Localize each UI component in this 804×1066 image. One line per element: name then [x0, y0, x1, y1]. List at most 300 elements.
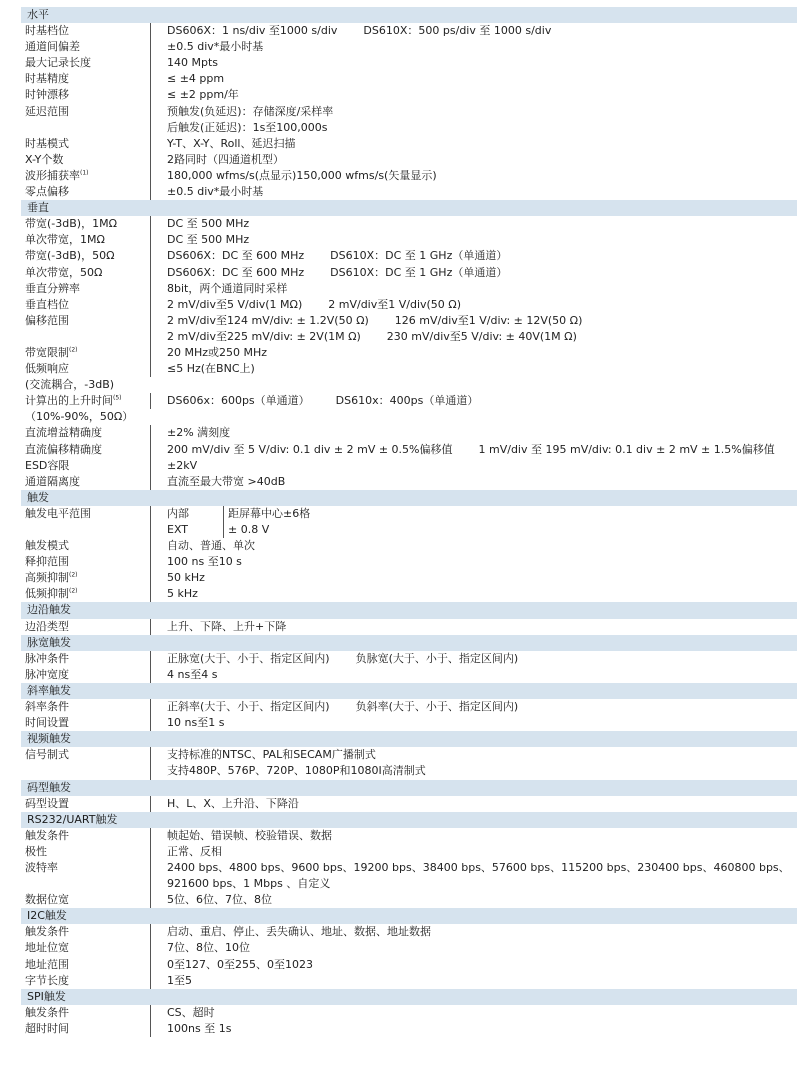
spec-label-text: 触发电平范围: [25, 506, 91, 520]
spec-value: [150, 1005, 797, 1021]
spec-row: [21, 39, 797, 55]
value-part: 921600 bps、1 Mbps 、自定义: [167, 877, 331, 891]
sub-row: [167, 506, 797, 522]
value-part: Y-T、X-Y、Roll、延迟扫描: [167, 136, 296, 150]
value-line: [167, 184, 797, 200]
spec-label-text: X-Y个数: [25, 152, 64, 166]
spec-label: [21, 844, 150, 860]
value-part: 10 ns至1 s: [167, 716, 225, 730]
spec-value: [150, 442, 797, 458]
spec-label-text: 触发条件: [25, 828, 69, 842]
spec-row: [21, 538, 797, 554]
value-part-secondary: 负脉宽(大于、小于、指定区间内): [355, 651, 519, 665]
value-line: [167, 120, 797, 136]
spec-value: [150, 973, 797, 989]
value-part: CS、超时: [167, 1005, 215, 1019]
value-part: 1至5: [167, 973, 192, 987]
spec-label: [21, 957, 150, 973]
spec-row: [21, 265, 797, 281]
value-line: [167, 667, 797, 683]
spec-label: [21, 216, 150, 232]
value-part-secondary: DS610X：DC 至 1 GHz（单通道）: [330, 265, 508, 279]
spec-label-text: 极性: [25, 844, 47, 858]
footnote-marker: (1): [80, 169, 89, 177]
value-line: [167, 876, 797, 892]
value-line: [167, 168, 797, 184]
spec-value: [150, 506, 797, 538]
spec-row: [21, 973, 797, 989]
spec-row: [21, 216, 797, 232]
value-line: [167, 345, 797, 361]
spec-value: [150, 586, 797, 602]
section-header: I2C触发: [21, 908, 797, 924]
spec-label-text: 波形捕获率: [25, 168, 80, 182]
spec-label-text: 波特率: [25, 860, 58, 874]
spec-label-text: 时基精度: [25, 72, 69, 86]
value-line: [167, 860, 797, 876]
spec-row: [21, 747, 797, 779]
spec-table: [21, 7, 797, 1037]
spec-value: [150, 570, 797, 586]
spec-value: [150, 425, 797, 441]
spec-label-text: 时间设置: [25, 716, 69, 730]
value-part: 7位、8位、10位: [167, 941, 250, 955]
section-header: 边沿触发: [21, 602, 797, 618]
value-line: [167, 104, 797, 120]
spec-label: [21, 715, 150, 731]
section-header: 斜率触发: [21, 683, 797, 699]
spec-label: [21, 924, 150, 940]
spec-row: [21, 152, 797, 168]
value-line: [167, 152, 797, 168]
spec-label: [21, 184, 150, 200]
spec-label-text: 带宽(-3dB)，50Ω: [25, 249, 115, 263]
value-line: [167, 924, 797, 940]
value-part-secondary: DS610X：500 ps/div 至 1000 s/div: [363, 24, 552, 38]
spec-label-text: 直流增益精确度: [25, 426, 102, 440]
spec-label: [21, 1005, 150, 1021]
value-line: [167, 619, 797, 635]
footnote-marker: (2): [69, 587, 78, 595]
spec-label-text: 单次带宽，1MΩ: [25, 233, 105, 247]
value-line: [167, 747, 797, 763]
value-part: 5位、6位、7位、8位: [167, 893, 272, 907]
spec-value: [150, 844, 797, 860]
value-part: 8bit，两个通道同时采样: [167, 281, 288, 295]
value-line: [167, 554, 797, 570]
spec-row: [21, 136, 797, 152]
value-part: ±2kV: [167, 458, 198, 472]
footnote-marker: (2): [69, 571, 78, 579]
spec-label: [21, 973, 150, 989]
spec-row: [21, 409, 797, 425]
spec-label: [21, 699, 150, 715]
value-line: [167, 393, 797, 409]
spec-value: [150, 860, 797, 892]
spec-label-text: 边沿类型: [25, 619, 69, 633]
spec-label: [21, 265, 150, 281]
value-line: [167, 763, 797, 779]
spec-label-text: 垂直分辨率: [25, 281, 80, 295]
spec-value: [150, 924, 797, 940]
spec-row: [21, 248, 797, 264]
spec-row: [21, 940, 797, 956]
value-part: ≤5 Hz(在BNC上): [167, 362, 255, 376]
spec-row: [21, 554, 797, 570]
spec-label: [21, 55, 150, 71]
spec-row: [21, 232, 797, 248]
spec-value: [150, 747, 797, 779]
value-line: [167, 55, 797, 71]
spec-value: [150, 940, 797, 956]
spec-value: [150, 87, 797, 103]
spec-label: [21, 538, 150, 554]
value-part: 2400 bps、4800 bps、9600 bps、19200 bps、38400 bps、57600 bps、115200 bps、230400 bps、460800 bps、: [167, 860, 790, 874]
value-line: [167, 828, 797, 844]
spec-label-text: 时钟漂移: [25, 88, 69, 102]
value-part: 200 mV/div 至 5 V/div: 0.1 div ± 2 mV ± 0.5%偏移值: [167, 442, 453, 456]
value-part: 0至127、0至255、0至1023: [167, 957, 313, 971]
section-header: SPI触发: [21, 989, 797, 1005]
spec-label: [21, 87, 150, 103]
spec-value: [150, 39, 797, 55]
spec-value: [150, 184, 797, 200]
spec-label: [21, 828, 150, 844]
section-header: 脉宽触发: [21, 635, 797, 651]
value-line: [167, 586, 797, 602]
spec-label-text: 低频抑制: [25, 587, 69, 601]
spec-label: [21, 860, 150, 876]
spec-label-text: 低频响应: [25, 362, 69, 376]
spec-row: [21, 458, 797, 474]
value-part: 后触发(正延迟)：1s至100,000s: [167, 120, 328, 134]
spec-row: [21, 957, 797, 973]
value-line: [167, 71, 797, 87]
spec-row: [21, 71, 797, 87]
spec-label: [21, 747, 150, 763]
section-header: 触发: [21, 490, 797, 506]
spec-label-text: 计算出的上升时间: [25, 394, 113, 408]
value-part: ±2% 满刻度: [167, 426, 231, 440]
spec-label: [21, 554, 150, 570]
spec-label: [21, 23, 150, 39]
spec-label-text: 带宽限制: [25, 345, 69, 359]
spec-label: [21, 39, 150, 55]
spec-value: [150, 232, 797, 248]
spec-row: [21, 297, 797, 313]
spec-label-text: 最大记录长度: [25, 56, 91, 70]
section-header: 水平: [21, 7, 797, 23]
spec-label-text: 信号制式: [25, 748, 69, 762]
value-line: [167, 442, 797, 458]
spec-row: [21, 425, 797, 441]
spec-row: [21, 313, 797, 345]
spec-row: [21, 667, 797, 683]
spec-label-text: 通道隔离度: [25, 474, 80, 488]
value-part: H、L、X、上升沿、下降沿: [167, 796, 299, 810]
value-part: 支持480P、576P、720P、1080P和1080I高清制式: [167, 764, 426, 778]
value-part: ±0.5 div*最小时基: [167, 185, 264, 199]
value-part: 启动、重启、停止、丢失确认、地址、数据、地址数据: [167, 925, 431, 939]
spec-label: [21, 425, 150, 441]
spec-row: [21, 844, 797, 860]
value-part: 5 kHz: [167, 587, 198, 601]
spec-row: [21, 570, 797, 586]
spec-row: [21, 892, 797, 908]
value-part: 帧起始、错误帧、校验错误、数据: [167, 828, 332, 842]
value-line: [167, 265, 797, 281]
value-part: 2 mV/div至225 mV/div: ± 2V(1M Ω): [167, 329, 361, 343]
value-part: ±0.5 div*最小时基: [167, 40, 264, 54]
value-part: DS606X：1 ns/div 至1000 s/div: [167, 24, 338, 38]
value-line: [167, 425, 797, 441]
spec-value: [150, 265, 797, 281]
value-part: 50 kHz: [167, 571, 205, 585]
sub-value: ± 0.8 V: [228, 523, 270, 536]
value-line: [167, 361, 797, 377]
spec-value: [150, 152, 797, 168]
spec-row: [21, 619, 797, 635]
value-part-secondary: 2 mV/div至1 V/div(50 Ω): [328, 297, 461, 311]
value-line: [167, 892, 797, 908]
spec-row: [21, 345, 797, 361]
spec-row: [21, 184, 797, 200]
value-line: [167, 232, 797, 248]
value-part: 正脉宽(大于、小于、指定区间内): [167, 651, 330, 665]
value-line: [167, 39, 797, 55]
value-part: DS606X：DC 至 600 MHz: [167, 249, 305, 263]
spec-value: [150, 458, 797, 474]
value-part: ≤ ±2 ppm/年: [167, 88, 239, 102]
spec-label-text: (交流耦合，-3dB): [25, 378, 115, 392]
spec-value: [150, 55, 797, 71]
spec-label: [21, 667, 150, 683]
spec-row: [21, 55, 797, 71]
spec-value: [150, 168, 797, 184]
spec-label: [21, 136, 150, 152]
spec-value: [150, 71, 797, 87]
value-line: [167, 329, 797, 345]
spec-value: [150, 361, 797, 377]
spec-label: [21, 586, 150, 602]
spec-row: [21, 1005, 797, 1021]
value-part: 2路同时（四通道机型）: [167, 152, 284, 166]
value-part: 20 MHz或250 MHz: [167, 345, 268, 359]
spec-label: [21, 152, 150, 168]
spec-row: [21, 23, 797, 39]
spec-label: [21, 313, 150, 329]
value-part: 180,000 wfms/s(点显示)150,000 wfms/s(矢量显示): [167, 168, 437, 182]
spec-value: [150, 699, 797, 715]
value-line: [167, 297, 797, 313]
spec-row: [21, 715, 797, 731]
spec-label-text: 超时时间: [25, 1021, 69, 1035]
spec-label: [21, 1021, 150, 1037]
spec-row: [21, 474, 797, 490]
spec-value: [150, 216, 797, 232]
spec-label-text: 脉冲条件: [25, 651, 69, 665]
spec-value: [150, 297, 797, 313]
spec-value: [150, 715, 797, 731]
value-part: 140 Mpts: [167, 56, 219, 70]
value-part-secondary: 126 mV/div至1 V/div: ± 12V(50 Ω): [394, 313, 583, 327]
value-part-secondary: 1 mV/div 至 195 mV/div: 0.1 div ± 2 mV ± 1.5%偏移值: [478, 442, 775, 456]
spec-row: [21, 651, 797, 667]
spec-label: [21, 619, 150, 635]
section-header: RS232/UART触发: [21, 812, 797, 828]
value-part: DC 至 500 MHz: [167, 217, 250, 231]
value-line: [167, 474, 797, 490]
spec-label: [21, 248, 150, 264]
spec-value: [150, 281, 797, 297]
value-line: [167, 699, 797, 715]
spec-row: [21, 924, 797, 940]
value-part: 2 mV/div至124 mV/div: ± 1.2V(50 Ω): [167, 313, 369, 327]
spec-row: [21, 860, 797, 892]
spec-value: [150, 313, 797, 345]
spec-label: [21, 570, 150, 586]
spec-label-text: 零点偏移: [25, 185, 69, 199]
value-part: DS606x：600ps（单通道）: [167, 394, 310, 408]
spec-label-text: 通道间偏差: [25, 40, 80, 54]
spec-row: [21, 586, 797, 602]
value-part: DS606X：DC 至 600 MHz: [167, 265, 305, 279]
sub-value: 距屏幕中心±6格: [228, 506, 311, 520]
value-part: ≤ ±4 ppm: [167, 72, 225, 86]
spec-label-text: （10%-90%，50Ω）: [25, 410, 134, 424]
spec-label: [21, 71, 150, 87]
sub-row: [167, 522, 797, 538]
spec-label: [21, 892, 150, 908]
spec-value: [150, 136, 797, 152]
spec-value: [150, 828, 797, 844]
spec-row: [21, 699, 797, 715]
spec-label-text: 斜率条件: [25, 700, 69, 714]
value-part-secondary: DS610X：DC 至 1 GHz（单通道）: [330, 249, 508, 263]
value-part: 正常、反相: [167, 844, 222, 858]
value-part: 直流至最大带宽 >40dB: [167, 474, 286, 488]
spec-value: [150, 1021, 797, 1037]
spec-value: [150, 393, 797, 409]
spec-label: [21, 651, 150, 667]
spec-label-text: 释抑范围: [25, 555, 69, 569]
value-part: 支持标准的NTSC、PAL和SECAM广播制式: [167, 748, 376, 762]
spec-label-text: ESD容限: [25, 458, 70, 472]
footnote-marker: (2): [69, 346, 78, 354]
spec-row: [21, 87, 797, 103]
value-part: 4 ns至4 s: [167, 667, 218, 681]
value-line: [167, 1021, 797, 1037]
spec-row: [21, 796, 797, 812]
spec-row: [21, 281, 797, 297]
spec-label-text: 高频抑制: [25, 571, 69, 585]
value-part: 上升、下降、上升+下降: [167, 619, 287, 633]
spec-value: [150, 957, 797, 973]
spec-row: [21, 506, 797, 538]
spec-value: [150, 651, 797, 667]
spec-label-text: 触发条件: [25, 925, 69, 939]
spec-label-text: 延迟范围: [25, 104, 69, 118]
value-part: 100ns 至 1s: [167, 1021, 232, 1035]
value-part: 预触发(负延迟)：存储深度/采样率: [167, 104, 334, 118]
spec-label: [21, 232, 150, 248]
value-line: [167, 940, 797, 956]
spec-value: [150, 892, 797, 908]
section-header: 视频触发: [21, 731, 797, 747]
spec-label-text: 触发条件: [25, 1005, 69, 1019]
spec-label: [21, 393, 150, 409]
value-line: [167, 87, 797, 103]
spec-row: [21, 377, 797, 393]
spec-label: [21, 796, 150, 812]
section-header: 垂直: [21, 200, 797, 216]
spec-label-text: 直流偏移精确度: [25, 442, 102, 456]
spec-value: [150, 23, 797, 39]
value-line: [167, 570, 797, 586]
spec-row: [21, 1021, 797, 1037]
value-part-secondary: DS610x：400ps（单通道）: [335, 394, 479, 408]
spec-label: [21, 297, 150, 313]
value-line: [167, 136, 797, 152]
value-part-secondary: 负斜率(大于、小于、指定区间内): [355, 700, 519, 714]
value-line: [167, 248, 797, 264]
value-line: [167, 23, 797, 39]
value-line: [167, 538, 797, 554]
sub-key: 内部: [167, 506, 224, 522]
value-line: [167, 651, 797, 667]
spec-label: [21, 409, 150, 425]
value-line: [167, 957, 797, 973]
value-line: [167, 216, 797, 232]
footnote-marker: (5): [113, 394, 122, 402]
spec-label: [21, 104, 150, 120]
spec-label-text: 码型设置: [25, 796, 69, 810]
spec-label: [21, 940, 150, 956]
spec-value: [150, 619, 797, 635]
spec-row: [21, 104, 797, 136]
value-line: [167, 281, 797, 297]
value-part: 自动、普通、单次: [167, 539, 255, 553]
spec-label-text: 垂直档位: [25, 297, 69, 311]
spec-label-text: 偏移范围: [25, 313, 69, 327]
value-part: 100 ns 至10 s: [167, 555, 242, 569]
spec-label: [21, 474, 150, 490]
spec-label-text: 单次带宽，50Ω: [25, 265, 103, 279]
spec-row: [21, 442, 797, 458]
spec-label: [21, 345, 150, 361]
value-line: [167, 313, 797, 329]
spec-label-text: 地址范围: [25, 957, 69, 971]
value-line: [167, 1005, 797, 1021]
value-part-secondary: 230 mV/div至5 V/div: ± 40V(1M Ω): [386, 329, 577, 343]
value-line: [167, 844, 797, 860]
spec-label-text: 带宽(-3dB)，1MΩ: [25, 217, 117, 231]
spec-value: [150, 796, 797, 812]
spec-label-text: 时基档位: [25, 24, 69, 38]
value-part: 正斜率(大于、小于、指定区间内): [167, 700, 330, 714]
spec-row: [21, 828, 797, 844]
spec-label-text: 时基模式: [25, 136, 69, 150]
spec-value: [150, 104, 797, 136]
spec-value: [150, 554, 797, 570]
spec-label: [21, 361, 150, 377]
spec-label: [21, 442, 150, 458]
spec-label-text: 触发模式: [25, 539, 69, 553]
spec-label-text: 字节长度: [25, 973, 69, 987]
sub-key: EXT: [167, 522, 224, 538]
value-line: [167, 715, 797, 731]
spec-label-text: 地址位宽: [25, 941, 69, 955]
